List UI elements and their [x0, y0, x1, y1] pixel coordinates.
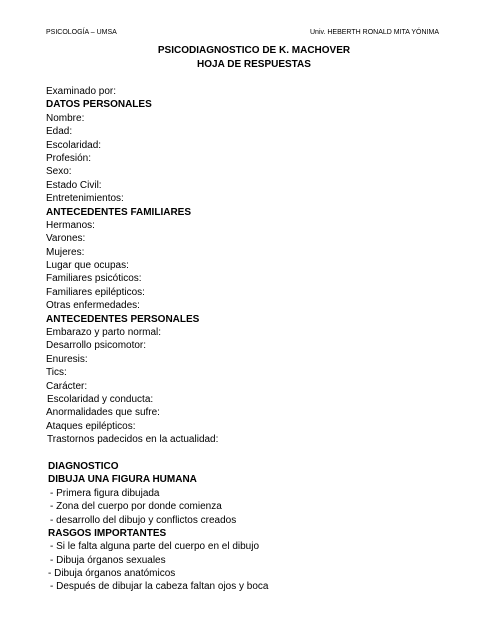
section-heading-rasgos: RASGOS IMPORTANTES — [48, 527, 167, 539]
diagnostico-item: - Zona del cuerpo por donde comienza — [50, 501, 222, 513]
section-heading-datos-personales: DATOS PERSONALES — [46, 99, 152, 111]
section-heading-antecedentes-familiares: ANTECEDENTES FAMILIARES — [46, 206, 192, 218]
field-escolaridad: Escolaridad: — [46, 139, 102, 151]
field-edad: Edad: — [46, 126, 73, 138]
diagnostico-item: - desarrollo del dibujo y conflictos creados — [50, 514, 237, 526]
examinado-label: Examinado por: — [46, 86, 117, 97]
field-otras-enfermedades: Otras enfermedades: — [46, 300, 140, 312]
section-subheading-dibuja-figura: DIBUJA UNA FIGURA HUMANA — [48, 474, 197, 486]
header-right: Univ. HEBERTH RONALD MITA YÓNIMA — [310, 29, 440, 36]
field-anormalidades: Anormalidades que sufre: — [46, 407, 160, 419]
field-nombre: Nombre: — [46, 112, 85, 124]
rasgos-item: - Dibuja órganos anatómicos — [48, 568, 176, 580]
rasgos-item: - Si le falta alguna parte del cuerpo en el dibujo — [50, 541, 260, 553]
field-caracter: Carácter: — [46, 380, 88, 392]
header-left: PSICOLOGÍA – UMSA — [46, 29, 117, 36]
field-trastornos-actuales: Trastornos padecidos en la actualidad: — [47, 434, 219, 446]
field-sexo: Sexo: — [46, 166, 72, 178]
section-heading-antecedentes-personales: ANTECEDENTES PERSONALES — [46, 313, 200, 325]
field-tics: Tics: — [46, 367, 67, 379]
field-varones: Varones: — [46, 233, 86, 245]
field-mujeres: Mujeres: — [46, 246, 85, 258]
field-profesion: Profesión: — [46, 152, 92, 164]
field-hermanos: Hermanos: — [46, 219, 95, 231]
field-familiares-epilepticos: Familiares epilépticos: — [46, 286, 145, 298]
section-heading-diagnostico: DIAGNOSTICO — [48, 460, 119, 472]
field-familiares-psicoticos: Familiares psicóticos: — [46, 273, 142, 285]
field-ataques-epilepticos: Ataques epilépticos: — [46, 420, 136, 432]
field-desarrollo-psicomotor: Desarrollo psicomotor: — [46, 340, 147, 352]
field-estado-civil: Estado Civil: — [46, 179, 102, 191]
rasgos-item: - Después de dibujar la cabeza faltan ojos y boca — [50, 581, 269, 593]
answer-sheet — [46, 85, 466, 594]
section-spacer — [46, 447, 466, 460]
field-embarazo-parto: Embarazo y parto normal: — [46, 327, 162, 339]
field-escolaridad-conducta: Escolaridad y conducta: — [47, 393, 154, 405]
diagnostico-item: - Primera figura dibujada — [50, 487, 160, 499]
document-title: PSICODIAGNOSTICO DE K. MACHOVER — [157, 45, 351, 56]
document-subtitle: HOJA DE RESPUESTAS — [197, 59, 311, 70]
field-lugar-que-ocupas: Lugar que ocupas: — [46, 260, 129, 272]
field-enuresis: Enuresis: — [46, 353, 88, 365]
rasgos-item: - Dibuja órganos sexuales — [50, 554, 166, 566]
field-entretenimientos: Entretenimientos: — [46, 193, 124, 205]
